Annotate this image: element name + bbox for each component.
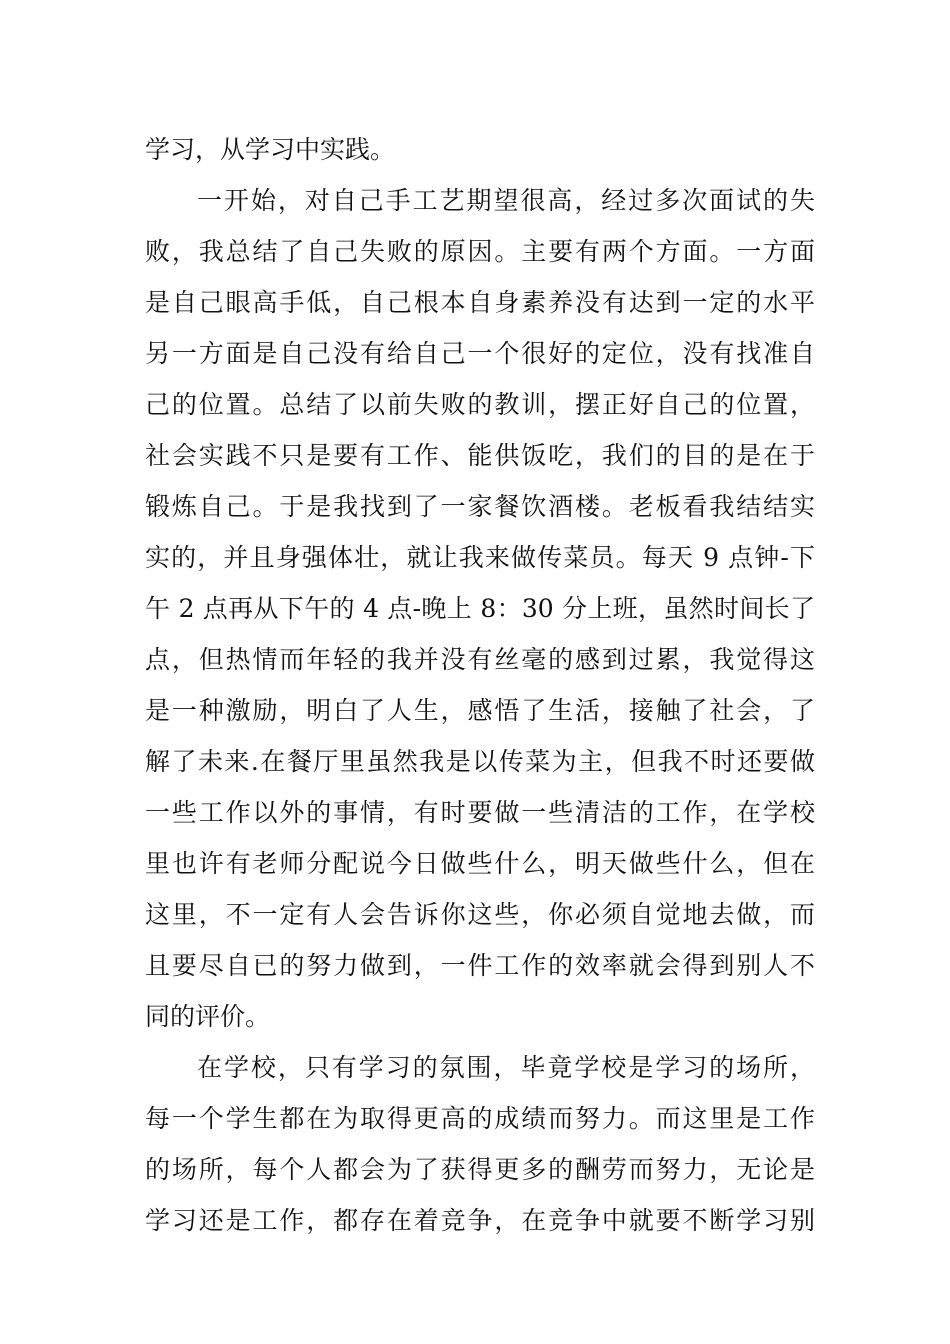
text-line: 点，但热情而年轻的我并没有丝毫的感到过累，我觉得这 — [145, 645, 815, 674]
text-line: 在学校，只有学习的氛围，毕竟学校是学习的场所， — [197, 1053, 815, 1082]
text-line: 解了未来.在餐厅里虽然我是以传菜为主，但我不时还要做 — [145, 747, 815, 776]
text-line: 的场所，每个人都会为了获得更多的酬劳而努力，无论是 — [145, 1155, 815, 1184]
text-line: 这里，不一定有人会告诉你这些，你必须自觉地去做，而 — [145, 900, 815, 929]
text-line: 学习还是工作，都存在着竞争，在竞争中就要不断学习别 — [145, 1206, 815, 1235]
text-line: 社会实践不只是要有工作、能供饭吃，我们的目的是在于 — [145, 441, 815, 470]
text-line: 里也许有老师分配说今日做些什么，明天做些什么，但在 — [145, 849, 815, 878]
text-line: 败，我总结了自己失败的原因。主要有两个方面。一方面 — [145, 237, 815, 266]
text-line: 另一方面是自己没有给自己一个很好的定位，没有找准自 — [145, 339, 815, 368]
text-line: 锻炼自己。于是我找到了一家餐饮酒楼。老板看我结结实 — [145, 492, 815, 521]
text-line: 且要尽自已的努力做到，一件工作的效率就会得到别人不 — [145, 951, 815, 980]
text-line: 每一个学生都在为取得更高的成绩而努力。而这里是工作 — [145, 1104, 815, 1133]
text-line: 同的评价。 — [145, 1002, 271, 1031]
text-line: 一些工作以外的事情，有时要做一些清洁的工作，在学校 — [145, 798, 815, 827]
body-text — [145, 124, 815, 1246]
text-line: 是自己眼高手低，自己根本自身素养没有达到一定的水平 — [145, 288, 815, 317]
text-line: 己的位置。总结了以前失败的教训，摆正好自己的位置， — [145, 390, 815, 419]
text-line: 午 2 点再从下午的 4 点-晚上 8：30 分上班，虽然时间长了 — [145, 594, 815, 623]
text-line: 实的，并且身强体壮，就让我来做传菜员。每天 9 点钟-下 — [145, 543, 815, 572]
text-line: 是一种激励，明白了人生，感悟了生活，接触了社会，了 — [145, 696, 815, 725]
text-line: 学习，从学习中实践。 — [145, 135, 396, 164]
text-line: 一开始，对自己手工艺期望很高，经过多次面试的失 — [197, 186, 815, 215]
